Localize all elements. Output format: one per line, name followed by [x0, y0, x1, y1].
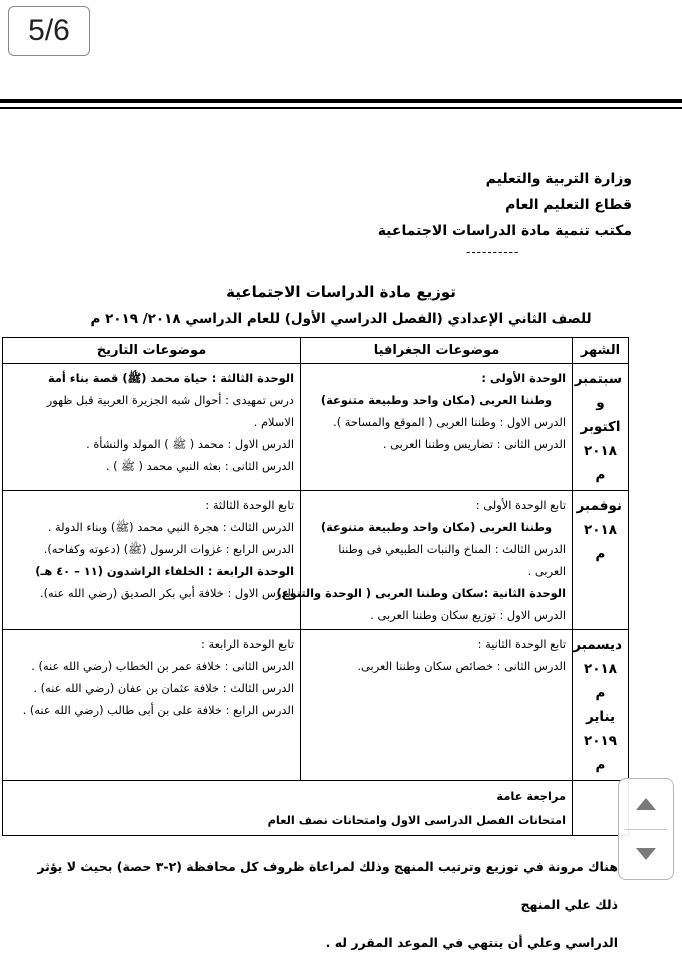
geo-line: الدرس الثانى : خصائص سكان وطننا العربى. — [357, 659, 566, 673]
table-header-row — [3, 338, 629, 364]
table-row — [3, 491, 629, 630]
month-line: نوفمبر — [576, 498, 622, 514]
geo-line: الوحدة الثانية :سكان وطننا العربى ( الوحدة والتنوع) — [276, 586, 566, 600]
geo-line: العربى . — [527, 564, 566, 578]
sector-name: قطاع التعليم العام — [505, 197, 632, 213]
hist-line: تابع الوحدة الرابعة : — [201, 637, 294, 651]
geo-line: وطننا العربى (مكان واحد وطبيعة متنوعة) — [320, 520, 553, 534]
hist-line: الدرس الثانى : خلافة عمر بن الخطاب (رضي الله عنه) . — [31, 659, 294, 673]
geo-line: الوحدة الأولى : — [481, 371, 566, 385]
hist-line: درس تمهيدى : أحوال شبه الجزيرة العربية قبل ظهور — [46, 393, 294, 407]
month-line: ٢٠١٩ م — [584, 733, 617, 773]
history-cell — [3, 630, 301, 781]
review-cell — [3, 781, 573, 836]
office-name: مكتب تنمية مادة الدراسات الاجتماعية — [377, 223, 632, 239]
footer-line: الدراسي وعلي أن ينتهي في الموعد المقرر له . — [325, 935, 618, 950]
geo-line: تابع الوحدة الثانية : — [477, 637, 566, 651]
geo-line: الدرس الاول : توزيع سكان وطننا العربى . — [370, 608, 566, 622]
scroll-up-button[interactable] — [619, 779, 673, 829]
table-row — [3, 630, 629, 781]
document-title: توزيع مادة الدراسات الاجتماعية — [226, 283, 456, 301]
footer-note — [18, 848, 618, 962]
hist-line: الوحدة الثالثة : حياة محمد (ﷺ) قصة بناء أمة — [47, 371, 294, 385]
month-line: ٢٠١٨ م — [584, 522, 617, 562]
review-line: امتحانات الفصل الدراسى الاول وامتحانات نصف العام — [267, 813, 566, 827]
footer-line: هناك مرونة في توزيع وترتيب المنهج وذلك لمراعاة ظروف كل محافظة (٢-٣ حصة) بحيث لا يؤثر ذلك علي المنهج — [37, 859, 618, 912]
month-line: ٢٠١٨ م — [584, 443, 617, 483]
header-geography: موضوعات الجغرافيا — [301, 338, 573, 364]
month-line: ٢٠١٨ م — [584, 661, 617, 701]
hist-line: الدرس الرابع : خلافة على بن أبى طالب (رضي الله عنه) . — [22, 703, 294, 717]
hist-line: تابع الوحدة الثالثة : — [205, 498, 294, 512]
month-cell — [573, 630, 629, 781]
review-line: مراجعة عامة — [496, 789, 566, 803]
hist-line: الدرس الرابع : غزوات الرسول (ﷺ) (دعوته وكفاحه). — [43, 542, 294, 556]
chevron-up-icon — [635, 797, 657, 811]
hist-line: الدرس الثانى : بعثه النبي محمد ( ﷺ ) . — [105, 459, 294, 473]
history-cell — [3, 491, 301, 630]
month-line: اكتوبر — [580, 419, 621, 435]
geography-cell — [301, 364, 573, 491]
scroll-down-button[interactable] — [619, 829, 673, 879]
document-subtitle: للصف الثاني الإعدادي (الفصل الدراسي الأول) للعام الدراسي ٢٠١٨/ ٢٠١٩ م — [90, 311, 592, 327]
month-line: و — [596, 395, 605, 411]
ministry-name: وزارة التربية والتعليم — [485, 171, 632, 187]
page-scroll-control — [618, 778, 674, 880]
hist-line: الوحدة الرابعة : الخلفاء الراشدون (١١ – ٤٠ هـ) — [35, 564, 294, 578]
header-rule-thin — [0, 107, 682, 109]
hist-line: الاسلام . — [253, 415, 294, 429]
geo-line: الدرس الثالث : المناخ والنبات الطبيعي فى وطننا — [338, 542, 566, 556]
curriculum-table — [2, 337, 629, 836]
history-cell — [3, 364, 301, 491]
issuer-header — [378, 166, 632, 244]
geo-line: الدرس الثانى : تضاريس وطننا العربى . — [382, 437, 566, 451]
geography-cell — [301, 630, 573, 781]
month-cell — [573, 491, 629, 630]
geo-line: الدرس الاول : وطننا العربى ( الموقع والمساحة ). — [333, 415, 566, 429]
geo-line: وطننا العربى (مكان واحد وطبيعة متنوعة) — [320, 393, 553, 407]
header-month: الشهر — [573, 338, 629, 364]
header-rule-thick — [0, 99, 682, 103]
hist-line: الدرس الثالث : خلافة عثمان بن عفان (رضي الله عنه) . — [33, 681, 294, 695]
geo-line: تابع الوحدة الأولى : — [475, 498, 566, 512]
month-line: يناير — [585, 709, 616, 725]
month-cell — [573, 364, 629, 491]
header-dashes: ---------- — [466, 245, 520, 259]
header-history: موضوعات التاريخ — [3, 338, 301, 364]
hist-line: الدرس الاول : محمد ( ﷺ ) المولد والنشأة . — [86, 437, 294, 451]
page-indicator: 5/6 — [8, 6, 90, 56]
chevron-down-icon — [635, 847, 657, 861]
month-line: ديسمبر — [573, 637, 622, 653]
month-line: سبتمبر — [574, 371, 622, 387]
review-row — [3, 781, 629, 836]
hist-line: الدرس الثالث : هجرة النبي محمد (ﷺ) وبناء الدولة . — [47, 520, 294, 534]
table-row — [3, 364, 629, 491]
hist-line: الدرس الاول : خلافة أبي بكر الصديق (رضي الله عنه). — [39, 586, 294, 600]
geography-cell — [276, 491, 573, 630]
